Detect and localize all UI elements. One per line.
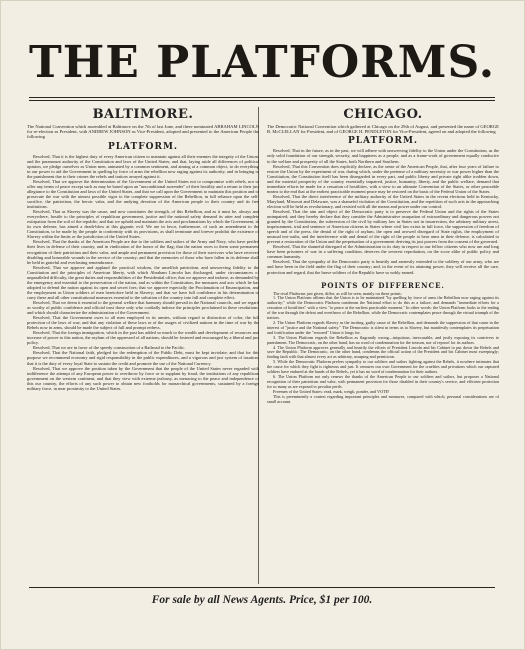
resolution-paragraph: Resolved, That it is the highest duty of every American citizen to maintain against all their enemies the integrity of the Union, and the paramount authority of the Constitution and laws of the United States; and that, laying aside all differences of political opinion, we pledge ourselves as Union men, animated by a common sentiment, and aiming at a common object, to do everything in our power to aid the Government in quelling by force of arms the rebellion now raging against its authority, and in bringing to the punishment due to their crimes the rebels and traitors arrayed against it.	[27, 153, 259, 179]
points-of-difference-heading: POINTS OF DIFFERENCE.	[321, 280, 445, 290]
chicago-platform-heading: PLATFORM.	[347, 136, 419, 147]
resolution-paragraph: Resolved, That the Government owes to all men employed in its armies, without regard to distinction of color, the full protection of the laws of war; and that any violation of these laws or of the usages of civilized nations in the time of war by the Rebels now in arms, should be made the subject of full and prompt redress.	[27, 315, 259, 331]
resolution-paragraph: Resolved, That we are in favor of the speedy construction of a Railroad to the Pacific.	[33, 345, 186, 351]
baltimore-heading: BALTIMORE.	[92, 107, 194, 122]
resolution-paragraph: Resolved, That the sympathy of the Democratic party is heartily and earnestly extended to the soldiery of our army, who are and have been in the field under the flag of their country; and, in the event of its attaining power, they will receive all the care, protection and regard, that the brave soldiers of the Republic have so nobly earned.	[267, 259, 499, 275]
resolution-paragraph: Resolved, That the shameful disregard of the Administration to its duty in respect to our fellow citizens who now are and long have been prisoners of war in a suffering condition, deserves the severest reprobation, on the score alike of public policy and common humanity.	[267, 244, 499, 260]
resolution-paragraph: Resolved, That the National faith, pledged for the redemption of the Public Debt, must be kept inviolate; and that for this purpose we recommend economy and rigid responsibility in the public expenditures, and a vigorous and just system of taxation; that it is the duty of every loyal State to sustain the credit and promote the use of the National Currency.	[27, 350, 259, 366]
chicago-column	[267, 107, 499, 404]
difference-item: 6. The Union Platform not only renews the thanks of the American People to our soldiers and sailors, but proposes a National recognition of their patriotism and valor, with permanent provision for those disabled in their country's service, and efficient protection for so many as are exposed to peculiar perils.	[267, 373, 499, 389]
page-title: THE PLATFORMS.	[28, 37, 496, 88]
footer-rule	[29, 587, 495, 588]
chicago-intro: The Democratic National Convention which gathered at Chicago on the 29th of August, and presented the name of GEORGE B. McCLELLAN for President, and of GEORGE H. PENDLETON for Vice-President, agreed on and adopted the following	[267, 124, 499, 135]
baltimore-platform-heading: PLATFORM.	[107, 141, 179, 152]
baltimore-resolutions	[27, 154, 259, 391]
resolution-paragraph: Resolved, That the thanks of the American People are due to the soldiers and sailors of the Army and Navy, who have periled their lives in defense of their country, and in vindication of the honor of the flag; that the nation owes to them some permanent recognition of their patriotism and their valor, and ample and permanent provision for those of their survivors who have received disabling and honorable wounds in the service of the country; and that the memories of those who have fallen in its defense shall be held in grateful and everlasting remembrance.	[27, 239, 259, 265]
resolution-paragraph: Resolved, That the foreign immigration, which in the past has added so much to the wealth and development of resources and increase of power to this nation, the asylum of the oppressed of all nations, should be fostered and encouraged by a liberal and just policy.	[27, 330, 259, 346]
resolution-paragraph: Resolved, That this Convention does explicitly declare, as the sense of the American People, that, after four years of failure to restore the Union by the experiment of war, during which, under the pretense of a military necessity or war power higher than the Constitution, the Constitution itself has been disregarded in every part, and public liberty and private right alike trodden down, and the material prosperity of the country essentially impaired, justice, humanity, liberty, and the public welfare, demand that immediate efforts be made for a cessation of hostilities, with a view to an ultimate Convention of the States, or other peaceable means to the end that at the earliest practicable moment peace may be restored on the basis of the Federal Union of the States.	[267, 163, 499, 194]
resolution-paragraph: Resolved, That we approve the determination of the Government of the United States not to compromise with rebels, nor to offer any terms of peace except such as may be based upon an "unconditional surrender" of their hostility and a return to their just allegiance to the Constitution and laws of the United States, and that we call upon the Government to maintain this position and to prosecute the war with the utmost possible vigor to the complete suppression of the Rebellion, in full reliance upon the self-sacrifice, the patriotism, the heroic valor, and the undying devotion of the American people to their country and its free institutions.	[27, 178, 259, 210]
difference-item: Freemen of the United States: read, mark, weigh, ponder, and VOTE!	[273, 388, 390, 394]
resolution-paragraph: Resolved, That we approve and applaud the practical wisdom, the unselfish patriotism, and unswerving fidelity to the Constitution and the principles of American liberty, with which Abraham Lincoln has discharged, under circumstances of unparalleled difficulty, the great duties and responsibilities of the Presidential office; that we approve and indorse, as demanded by the emergency and essential to the preservation of the nation, and as within the Constitution, the measures and acts which he has adopted to defend the nation against its open and secret foes; that we approve especially the Proclamation of Emancipation, and the employment as Union soldiers of men heretofore held in Slavery; and that we have full confidence in his determination to carry these and all other constitutional measures essential to the salvation of the country into full and complete effect.	[27, 264, 259, 300]
baltimore-intro: The National Convention which assembled at Baltimore on the 7th of last June, and there nominated ABRAHAM LINCOLN for re-election as President, with ANDREW JOHNSON as Vice-President, adopted and presented to the American People the following	[27, 124, 259, 140]
sale-notice: For sale by all News Agents. Price, $1 per 100.	[151, 594, 373, 606]
resolution-paragraph: Resolved, That the aim and object of the Democratic party is to preserve the Federal Union and the rights of the States unimpaired; and they hereby declare that they consider the Administrative usurpation of extraordinary and dangerous powers not granted by the Constitution, the subversion of the civil by military law in States not in insurrection, the arbitrary military arrest, imprisonment, trial and sentence of American citizens in States where civil law exists in full force, the suppression of freedom of speech and of the press, the denial of the right of asylum, the open and avowed disregard of State rights, the employment of unusual test-oaths, and the interference with and denial of the right of the people to bear arms in their defense, is calculated to prevent a restoration of the Union and the perpetuation of a government deriving its just powers from the consent of the governed.	[267, 208, 499, 245]
difference-item: 4. The Union Platform approves generally and heartily the efforts of President Lincoln and his Cabinet to put down the Rebels and save the Republic. The Democratic, on the other hand, condemns the official action of the President and his Cabinet most sweepingly; finding fault with that almost every act as arbitrary, usurping and pernicious.	[267, 344, 499, 360]
chicago-heading: CHICAGO.	[343, 107, 423, 122]
difference-intro: The rival Platforms just given, differ, as will be seen, mainly on these points:	[273, 290, 402, 296]
title-rule-bottom	[29, 100, 495, 101]
resolution-paragraph: Resolved, That we approve the position taken by the Government that the people of the United States never regarded with indifference the attempt of any European power to overthrow by force or to supplant by fraud, the institutions of any republican government on the western continent, and that they view with extreme jealousy, as menacing to the peace and independence of this our country, the efforts of any such power to obtain new footholds for monarchical governments, sustained by a foreign military force, in near proximity to the United States.	[27, 365, 259, 391]
difference-item: 2. The Union Platform regards Slavery as the inciting, guilty cause of the Rebellion, and demands the suppression of that cause in the interest of "justice and the National safety." The Democratic is silent in terms as to Slavery, but manifestly contemplates its perpetuation and fortification under the "restored" Union it longs for.	[267, 320, 499, 335]
broadside-sheet	[9, 11, 515, 637]
baltimore-column	[27, 107, 259, 391]
difference-item: 5. While the Democratic Platform prefers sympathy to our soldiers and sailors fighting against the Rebels, it nowhere intimates that the cause for which they fight is righteous and just. It censures our own Government for the cruelties and privations which our captured soldiers have endured at the hands of the Rebels, yet it has no word of condemnation for their authors.	[267, 359, 499, 375]
chicago-resolutions	[267, 148, 499, 274]
difference-item: 1. The Union Platform affirms that the Union is to be maintained "by quelling by force of arms the Rebellion now raging against its authority;" while the Democratic Platform condemns the National effort to do this as a failure, and demands "immediate efforts for a cessation of hostilities" with a view "to peace at the earliest practicable moment." In other words: the Union Platform looks to the ending of the war through the defeat and overthrow of the Rebellion, while the Democratic contemplates peace through the virtual triumph of the traitors.	[267, 295, 499, 321]
difference-item: 3. The Union Platform regards the Rebellion as flagrantly wrong—iniquitous, inexcusable, and justly exposing its contrivers to punishment. The Democratic, on the other hand, has no word of condemnation for the treason, nor of reproof for its authors.	[267, 334, 499, 345]
resolution-paragraph: Resolved, That as Slavery was the cause, and now constitutes the strength, of this Rebellion, and as it must be, always and everywhere, hostile to the principles of republican government, justice and the national safety demand its utter and complete extirpation from the soil of the republic; and that we uphold and maintain the acts and proclamations by which the Government, in its own defense, has aimed a death-blow at this gigantic evil. We are in favor, furthermore, of such an amendment to the Constitution, to be made by the people in conformity with its provisions, as shall terminate and forever prohibit the existence of Slavery within the limits or the jurisdiction of the United States.	[27, 209, 259, 240]
difference-item: This is preeminently a contest regarding important principles and measures, compared with which, personal considerations are of small account.	[267, 393, 499, 404]
resolution-paragraph: Resolved, That the direct interference of the military authority of the United States in the recent elections held in Kentucky, Maryland, Missouri and Delaware, was a shameful violation of the Constitution, and the repetition of such acts in the approaching election will be held as revolutionary, and resisted with all the means and power under our control.	[267, 193, 499, 209]
resolution-paragraph: Resolved, That in the future, as in the past, we will adhere with unswerving fidelity to the Union under the Constitution, as the only solid foundation of our strength, security, and happiness as a people, and as a frame-work of government equally conducive to the welfare and prosperity of all the States, both Northern and Southern.	[267, 148, 499, 164]
resolution-paragraph: Resolved, That we deem it essential to the general welfare that harmony should prevail in the National councils, and we regard as worthy of public confidence and official trust those only who cordially indorse the principles proclaimed in these resolutions, and which should characterize the administration of the Government.	[27, 299, 259, 316]
points-of-difference	[267, 292, 499, 405]
title-rule-top	[29, 97, 495, 98]
